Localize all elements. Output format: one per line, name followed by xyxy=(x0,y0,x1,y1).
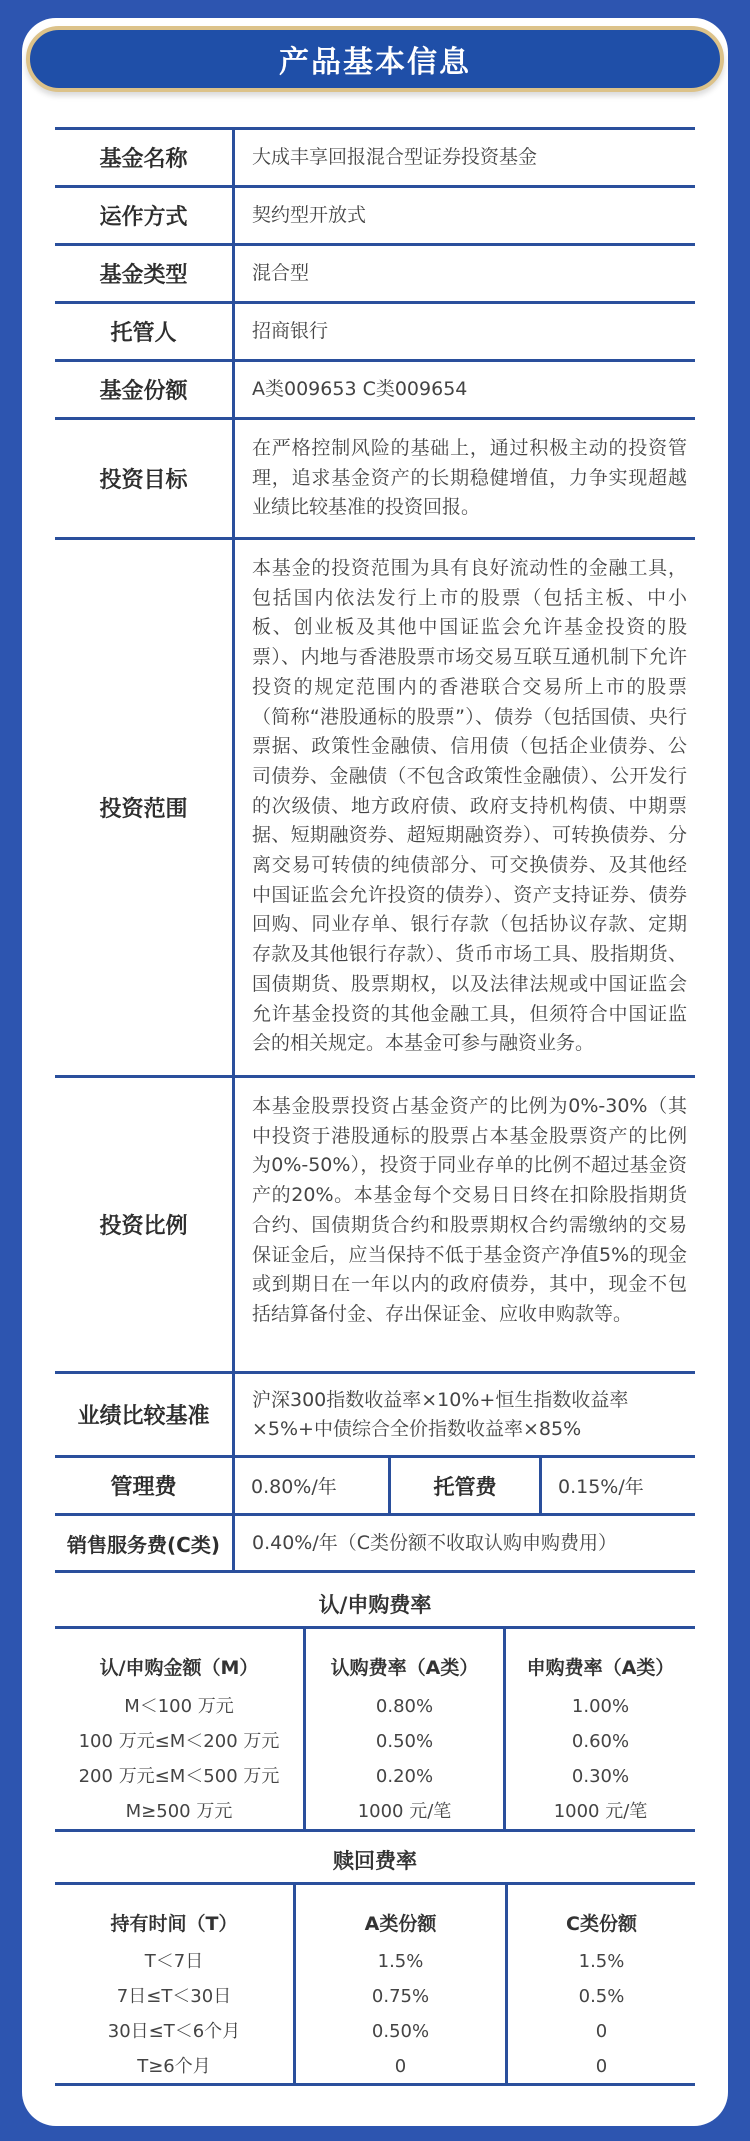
table-cell: 0.30% xyxy=(571,1766,630,1787)
redemption-col-a xyxy=(293,1885,505,2083)
row-custodian xyxy=(55,301,695,359)
table-header: 认购费率（A类） xyxy=(330,1657,479,1679)
page-title: 产品基本信息 xyxy=(279,45,471,80)
fund-name-label: 基金名称 xyxy=(55,130,235,185)
table-cell: M＜100 万元 xyxy=(124,1696,234,1717)
fund-name-value: 大成丰享回报混合型证券投资基金 xyxy=(252,146,538,168)
benchmark-line-1: 沪深300指数收益率×10%+恒生指数收益率 xyxy=(252,1388,629,1411)
table-cell: T＜7日 xyxy=(144,1951,204,1972)
row-objective xyxy=(55,417,695,537)
table-cell: 1.5% xyxy=(377,1951,424,1972)
row-fund-name xyxy=(55,127,695,185)
benchmark-line-2: ×5%+中债综合全价指数收益率×85% xyxy=(252,1417,582,1440)
table-header: 申购费率（A类） xyxy=(526,1657,675,1679)
table-cell: 1.00% xyxy=(571,1696,630,1717)
share-class-value: A类009653 C类009654 xyxy=(252,378,468,400)
ratio-value: 本基金股票投资占基金资产的比例为0%-30%（其中投资于港股通标的股票占本基金股票资产的比例为0%-50%），投资于同业存单的比例不超过基金资产的20%。本基金每个交易日日终在扣除股指期货合约、国债期货合约和股票期权合约需缴纳的交易保证金后，应当保持不低于基金资产净值5%的现金或到期日在一年以内的政府债券，其中，现金不包括结算备付金、存出保证金、应收申购款等。 xyxy=(252,1095,687,1325)
row-operation xyxy=(55,185,695,243)
row-fees xyxy=(55,1455,695,1513)
custodian-value: 招商银行 xyxy=(252,320,329,342)
mgmt-fee-value: 0.80%/年 xyxy=(251,1476,337,1498)
table-cell: 30日≤T＜6个月 xyxy=(107,2021,241,2042)
table-header: 认/申购金额（M） xyxy=(99,1657,259,1679)
subscription-title: 认/申购费率 xyxy=(318,1593,432,1617)
table-cell: 0.80% xyxy=(375,1696,434,1717)
operation-value: 契约型开放式 xyxy=(252,204,367,226)
fund-type-label: 基金类型 xyxy=(55,246,235,301)
table-header: 持有时间（T） xyxy=(110,1913,238,1935)
table-header: C类份额 xyxy=(566,1913,637,1935)
objective-label: 投资目标 xyxy=(55,420,235,537)
operation-label: 运作方式 xyxy=(55,188,235,243)
benchmark-value xyxy=(235,1374,695,1455)
scope-label: 投资范围 xyxy=(55,540,235,1075)
row-benchmark xyxy=(55,1371,695,1455)
row-service-fee xyxy=(55,1513,695,1573)
table-cell: 0 xyxy=(595,2056,608,2077)
subscription-col-a-sub xyxy=(303,1629,503,1829)
table-cell: T≥6个月 xyxy=(137,2056,211,2077)
table-cell: 0 xyxy=(595,2021,608,2042)
fund-type-value: 混合型 xyxy=(252,262,310,284)
row-scope xyxy=(55,537,695,1075)
service-fee-value: 0.40%/年（C类份额不收取认购申购费用） xyxy=(252,1531,618,1554)
table-cell: 0.60% xyxy=(571,1731,630,1752)
table-cell: 0 xyxy=(394,2056,407,2077)
table-cell: 7日≤T＜30日 xyxy=(116,1986,232,2007)
redemption-table xyxy=(55,1882,695,2086)
benchmark-label: 业绩比较基准 xyxy=(55,1374,235,1455)
share-class-label: 基金份额 xyxy=(55,362,235,417)
info-table xyxy=(55,127,695,1573)
redemption-title: 赎回费率 xyxy=(333,1849,417,1873)
table-cell: 0.75% xyxy=(371,1986,430,2007)
table-cell: 1000 元/笔 xyxy=(357,1801,452,1822)
custodian-label: 托管人 xyxy=(55,304,235,359)
objective-value: 在严格控制风险的基础上，通过积极主动的投资管理，追求基金资产的长期稳健增值，力争实现超越业绩比较基准的投资回报。 xyxy=(252,437,687,519)
redemption-col-period xyxy=(55,1885,293,2083)
subscription-col-amount xyxy=(55,1629,303,1829)
table-cell: 0.20% xyxy=(375,1766,434,1787)
table-cell: 200 万元≤M＜500 万元 xyxy=(78,1766,280,1787)
subscription-col-a-purchase xyxy=(503,1629,695,1829)
table-cell: 0.5% xyxy=(578,1986,625,2007)
row-fund-type xyxy=(55,243,695,301)
subscription-table xyxy=(55,1626,695,1832)
scope-value: 本基金的投资范围为具有良好流动性的金融工具，包括国内依法发行上市的股票（包括主板、中小板、创业板及其他中国证监会允许基金投资的股票）、内地与香港股票市场交易互联互通机制下允许投资的规定范围内的香港联合交易所上市的股票（简称“港股通标的股票”）、债券（包括国债、央行票据、政策性金融债、信用债（包括企业债券、公司债券、金融债（不包含政策性金融债）、公开发行的次级债、地方政府债、政府支持机构债、中期票据、短期融资券、超短期融资券）、可转换债券、分离交易可转债的纯债部分、可交换债券、及其他经中国证监会允许投资的债券）、资产支持证券、债券回购、同业存单、银行存款（包括协议存款、定期存款及其他银行存款）、货币市场工具、股指期货、国债期货、股票期权，以及法律法规或中国证监会允许基金投资的其他金融工具，但须符合中国证监会的相关规定。本基金可参与融资业务。 xyxy=(252,557,687,1055)
table-cell: 1.5% xyxy=(578,1951,625,1972)
table-cell: 0.50% xyxy=(371,2021,430,2042)
table-header: A类份额 xyxy=(364,1913,437,1935)
row-ratio xyxy=(55,1075,695,1371)
service-fee-label: 销售服务费(C类) xyxy=(55,1516,235,1570)
title-banner xyxy=(26,26,724,92)
mgmt-fee-label: 管理费 xyxy=(55,1458,235,1513)
row-share-class xyxy=(55,359,695,417)
table-cell: 0.50% xyxy=(375,1731,434,1752)
table-cell: M≥500 万元 xyxy=(125,1801,233,1822)
custody-fee-value: 0.15%/年 xyxy=(558,1476,644,1498)
ratio-label: 投资比例 xyxy=(55,1078,235,1371)
table-cell: 1000 元/笔 xyxy=(553,1801,648,1822)
custody-fee-label: 托管费 xyxy=(388,1458,542,1513)
redemption-col-c xyxy=(505,1885,695,2083)
table-cell: 100 万元≤M＜200 万元 xyxy=(78,1731,280,1752)
